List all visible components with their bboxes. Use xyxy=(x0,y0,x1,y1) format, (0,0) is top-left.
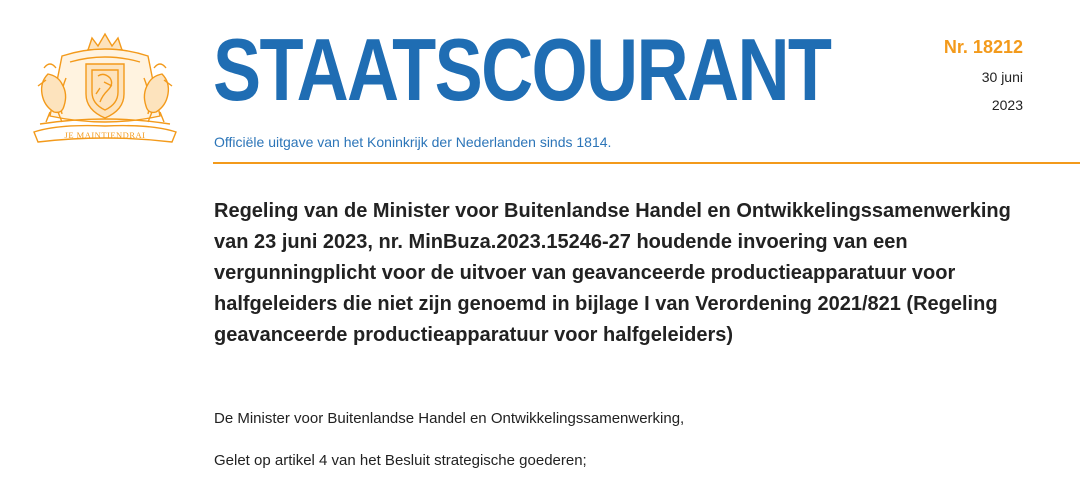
masthead-tagline: Officiële uitgave van het Koninkrijk der Nederlanden sinds 1814. xyxy=(214,134,612,150)
body-paragraph: De Minister voor Buitenlandse Handel en Ontwikkelingssamenwerking, xyxy=(214,410,685,427)
regulation-title: Regeling van de Minister voor Buitenlandse Handel en Ontwikkelingssamenwerking van 23 juni 2023, nr. MinBuza.2023.15246-27 houdende invoering van een vergunningplicht voor de uitvoer van geavanceerde productieapparatuur voor halfgeleiders die niet zijn genoemd in bijlage I van Verordening 2021/821 (Regeling geavanceerde productieapparatuur voor halfgeleiders) xyxy=(214,200,1011,346)
coat-of-arms-logo xyxy=(18,28,192,146)
body-paragraph: Gelet op artikel 4 van het Besluit strategische goederen; xyxy=(214,452,587,469)
issue-number: Nr. 18212 xyxy=(943,37,1023,57)
motto-lettering: JE MAINTIENDRAI xyxy=(64,130,146,140)
header-divider xyxy=(213,162,1080,164)
issue-block xyxy=(944,36,1023,114)
issue-date-year: 2023 xyxy=(991,97,1023,113)
masthead-title: STAATSCOURANT xyxy=(213,20,831,119)
issue-date-day: 30 juni xyxy=(981,69,1023,85)
